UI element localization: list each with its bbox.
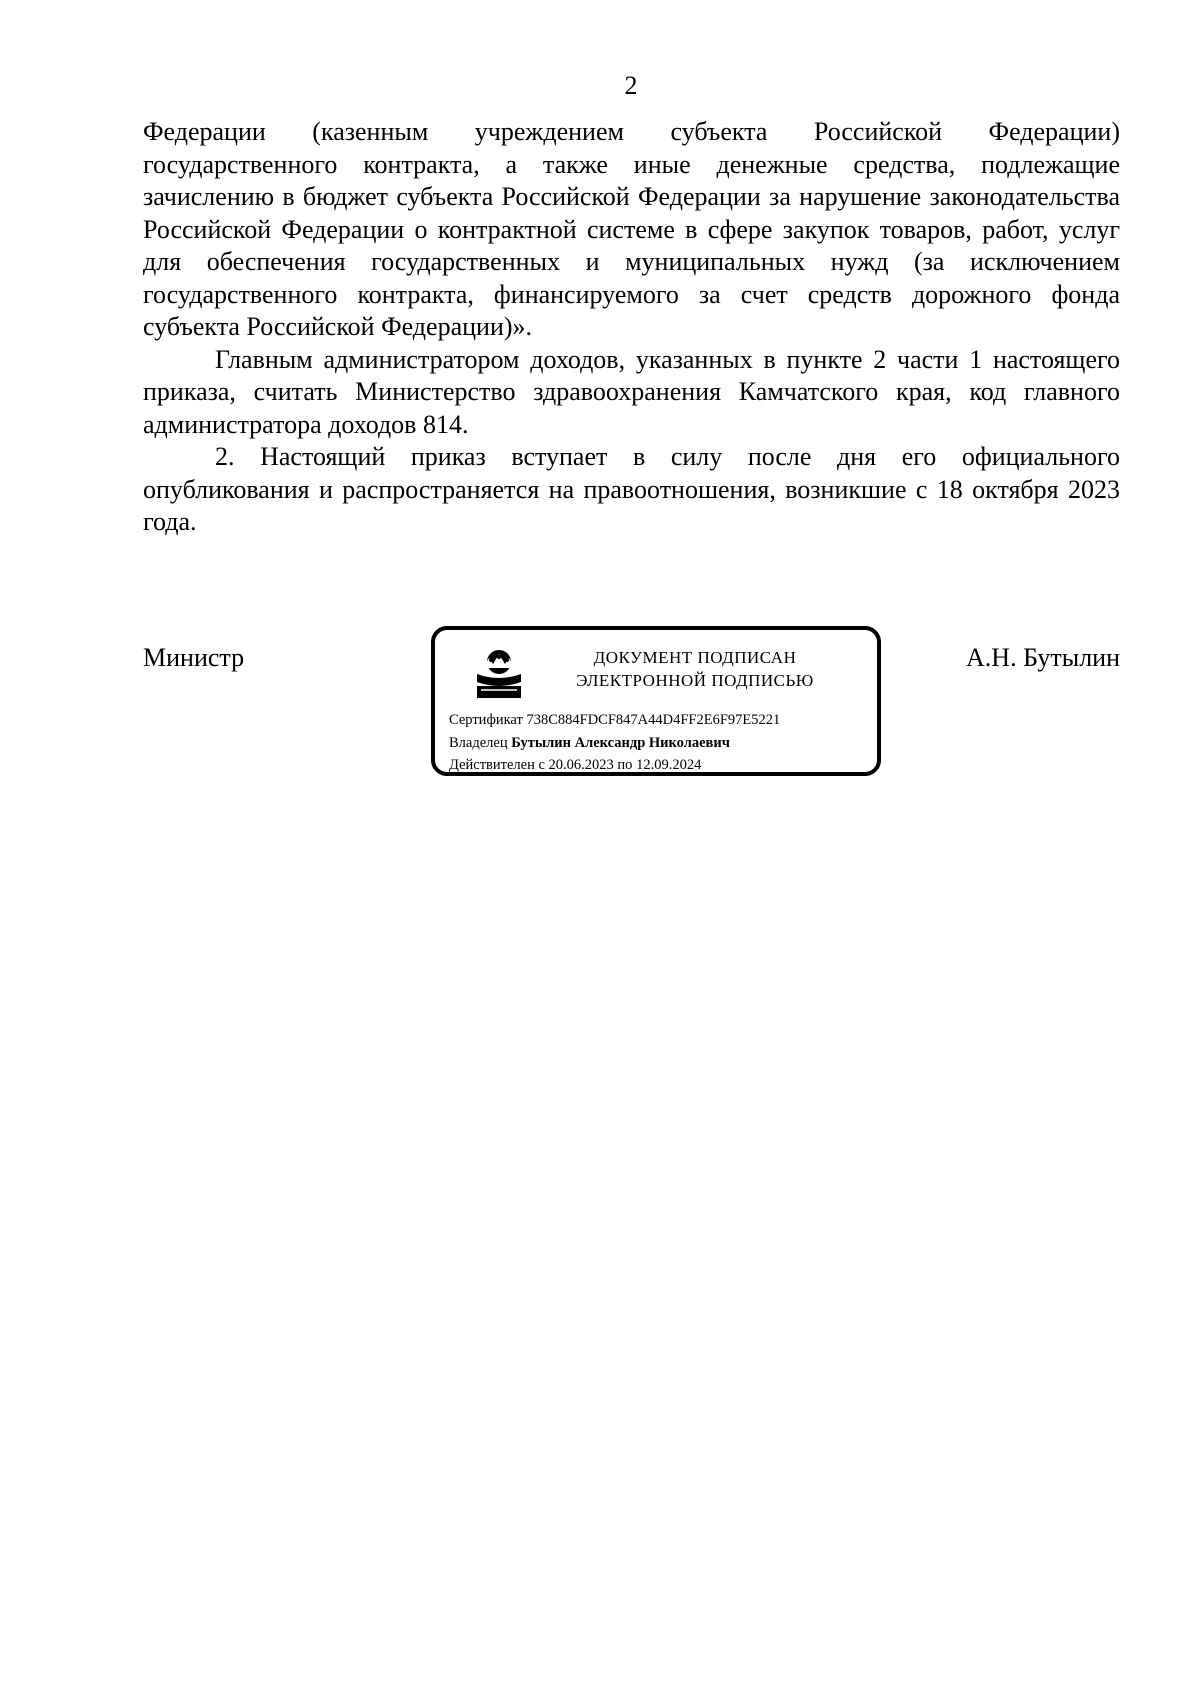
- document-body: [143, 116, 1120, 539]
- paragraph-effective-date: 2. Настоящий приказ вступает в силу после дня его официального опубликования и распространяется на правоотношения, возникшие с 18 октября 2023 года.: [143, 442, 1120, 536]
- certificate-label: Сертификат: [449, 712, 523, 728]
- kamchatka-emblem-icon: [473, 648, 525, 700]
- stamp-certificate-line: [449, 709, 879, 732]
- page-number: 2: [624, 71, 638, 100]
- signatory-title: Министр: [143, 643, 245, 672]
- stamp-details: [449, 709, 879, 777]
- valid-from: 20.06.2023: [548, 757, 614, 773]
- paragraph-administrator: Главным администратором доходов, указанных в пункте 2 части 1 настоящего приказа, считать Министерство здравоохранения Камчатского края, код главного администратора доходов 814.: [143, 344, 1120, 439]
- valid-to: 12.09.2024: [636, 757, 702, 773]
- stamp-header-line1: ДОКУМЕНТ ПОДПИСАН: [593, 648, 797, 667]
- stamp-owner-line: [449, 732, 879, 755]
- certificate-value: 738C884FDCF847A44D4FF2E6F97E5221: [526, 712, 781, 728]
- stamp-header: [545, 646, 845, 692]
- signature-block: [143, 626, 1120, 786]
- valid-to-label: по: [617, 757, 633, 773]
- valid-label: Действителен с: [449, 757, 545, 773]
- stamp-validity-line: [449, 754, 879, 777]
- owner-value: Бутылин Александр Николаевич: [511, 734, 730, 751]
- owner-label: Владелец: [449, 734, 508, 751]
- electronic-signature-stamp: [431, 626, 881, 776]
- paragraph-continuation: Федерации (казенным учреждением субъекта Российской Федерации) государственного контракта, а также иные денежные средства, подлежащие зачислению в бюджет субъекта Российской Федерации за нарушение законодательства Российской Федерации о контрактной системе в сфере закупок товаров, работ, услуг для обеспечения государственных и муниципальных нужд (за исключением государственного контракта, финансируемого за счет средств дорожного фонда субъекта Российской Федерации)».: [143, 117, 1120, 341]
- signatory-name: А.Н. Бутылин: [966, 643, 1120, 672]
- stamp-header-line2: ЭЛЕКТРОННОЙ ПОДПИСЬЮ: [576, 671, 814, 690]
